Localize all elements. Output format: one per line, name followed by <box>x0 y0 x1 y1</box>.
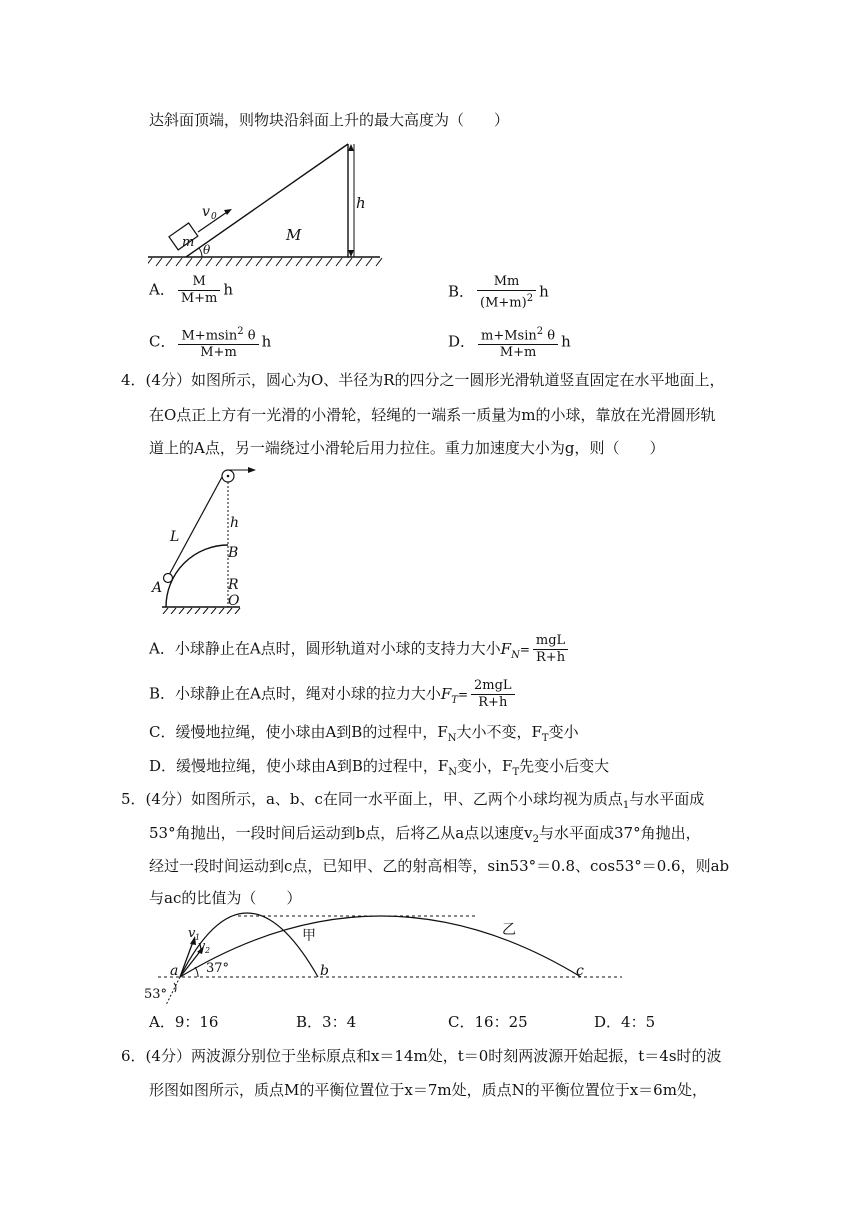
q4-option-a[interactable]: A．小球静止在A点时，圆形轨道对小球的支持力大小$F_N=$ $\frac{\text{mgL}}{R+h}$ <box>149 633 571 666</box>
q4-option-d[interactable]: D．缓慢地拉绳，使小球由A到B的过程中，$F_N$变小，$F_T$先变小后变大 <box>149 757 610 778</box>
q3-v0-label: v <box>202 204 210 220</box>
q4-option-a-fraction: $\frac{\text{mgL}}{R+h}$ <box>533 633 568 666</box>
q5-option-a[interactable]: A．9：16 <box>149 1013 219 1031</box>
q4-O-label: O <box>228 593 240 609</box>
q4-text-line-1: 4．(4分）如图所示，圆心为O、半径为R的四分之一圆形光滑轨道竖直固定在水平地面上， <box>121 371 725 389</box>
q4-B-label: B <box>228 545 239 561</box>
q4-option-b-fraction: $\frac{\text{2mgL}}{R+h}$ <box>471 678 515 711</box>
q3-option-c-fraction: $\frac{M+msin^2 \theta}{M+m}$ <box>178 324 258 361</box>
q4-R-label: R <box>228 577 239 593</box>
q5-text-line-2: 53°角抛出，一段时间后运动到b点，后将乙从a点以速度$v_2$与水平面成37°角抛出， <box>149 824 701 845</box>
q5-option-d[interactable]: D．4：5 <box>594 1013 656 1031</box>
q5-option-b[interactable]: B．3：4 <box>296 1013 357 1031</box>
q3-theta-label: θ <box>203 243 211 257</box>
q4-fn-symbol: $F_N$ <box>500 639 520 661</box>
q4-text-line-2: 在O点正上方有一光滑的小滑轮，轻绳的一端系一质量为m的小球，靠放在光滑圆形轨 <box>149 406 716 424</box>
q5-v2-label: v <box>198 939 206 954</box>
q5-c-label: c <box>576 963 584 979</box>
q4-h-label: h <box>230 515 240 531</box>
q5-v1-sub: 1 <box>195 933 201 942</box>
q6-text-line-2: 形图如图所示，质点M的平衡位置位于x＝7m处，质点N的平衡位置位于x＝6m处， <box>149 1081 707 1099</box>
q5-angle37-label: 37° <box>206 961 230 976</box>
q5-trajectory-figure <box>140 904 630 1006</box>
q5-a-label: a <box>170 963 179 979</box>
q6-text-line-1: 6．(4分）两波源分别位于坐标原点和x＝14m处，t＝0时刻两波源开始起振，t＝4s时的波 <box>121 1047 722 1065</box>
q3-incline-figure <box>148 140 388 272</box>
q3-M-label: M <box>286 226 302 244</box>
q3-option-c[interactable]: C． $\frac{M+msin^2 \theta}{M+m}$ h <box>149 326 272 361</box>
q5-text-line-1: 5．(4分）如图所示，a、b、c在同一水平面上，甲、乙两个小球均视为质点$_1$与水平面成 <box>121 790 705 811</box>
q3-option-b-fraction: $\frac{Mm}{(M+m)^2}$ <box>477 274 536 311</box>
q4-option-b[interactable]: B．小球静止在A点时，绳对小球的拉力大小$F_T=$ $\frac{\text{2mgL}}{R+h}$ <box>149 678 518 711</box>
q3-m-label: m <box>182 235 195 250</box>
q5-yi-label: 乙 <box>502 922 516 938</box>
q5-v2-sub: 2 <box>205 946 211 955</box>
q4-L-label: L <box>170 529 180 545</box>
q5-v1-label: v <box>188 926 196 941</box>
q3-option-d[interactable]: D． $\frac{m+Msin^2 \theta}{M+m}$ h <box>448 326 571 361</box>
q4-A-label: A <box>152 580 163 596</box>
q3-v0-sub: 0 <box>211 212 217 222</box>
q5-text-line-3: 经过一段时间运动到c点，已知甲、乙的射高相等，sin53°＝0.8、cos53°＝0.6，则ab <box>149 857 730 875</box>
q5-text-line-4: 与ac的比值为（ ） <box>149 889 302 907</box>
q4-track-figure <box>148 462 268 614</box>
q3-option-a-fraction: $\frac{M}{M+m}$ <box>178 274 221 307</box>
q3-text-line: 达斜面顶端，则物块沿斜面上升的最大高度为（ ） <box>149 111 510 129</box>
q5-angle53-label: 53° <box>144 987 168 1002</box>
q5-b-label: b <box>320 963 329 979</box>
q3-option-b[interactable]: B． $\frac{Mm}{(M+m)^2}$ h <box>448 274 549 311</box>
q5-option-c[interactable]: C．16：25 <box>448 1013 528 1031</box>
q4-text-line-3: 道上的A点，另一端绕过小滑轮后用力拉住。重力加速度大小为g，则（ ） <box>149 439 665 457</box>
q3-option-a[interactable]: A． $\frac{M}{M+m}$ h <box>149 274 234 306</box>
q3-option-d-fraction: $\frac{m+Msin^2 \theta}{M+m}$ <box>478 324 558 361</box>
q4-ft-symbol: $F_T$ <box>440 684 458 706</box>
q5-jia-label: 甲 <box>302 928 316 944</box>
q3-h-label: h <box>356 194 366 212</box>
q4-option-c[interactable]: C．缓慢地拉绳，使小球由A到B的过程中，$F_N$大小不变，$F_T$变小 <box>149 723 579 744</box>
